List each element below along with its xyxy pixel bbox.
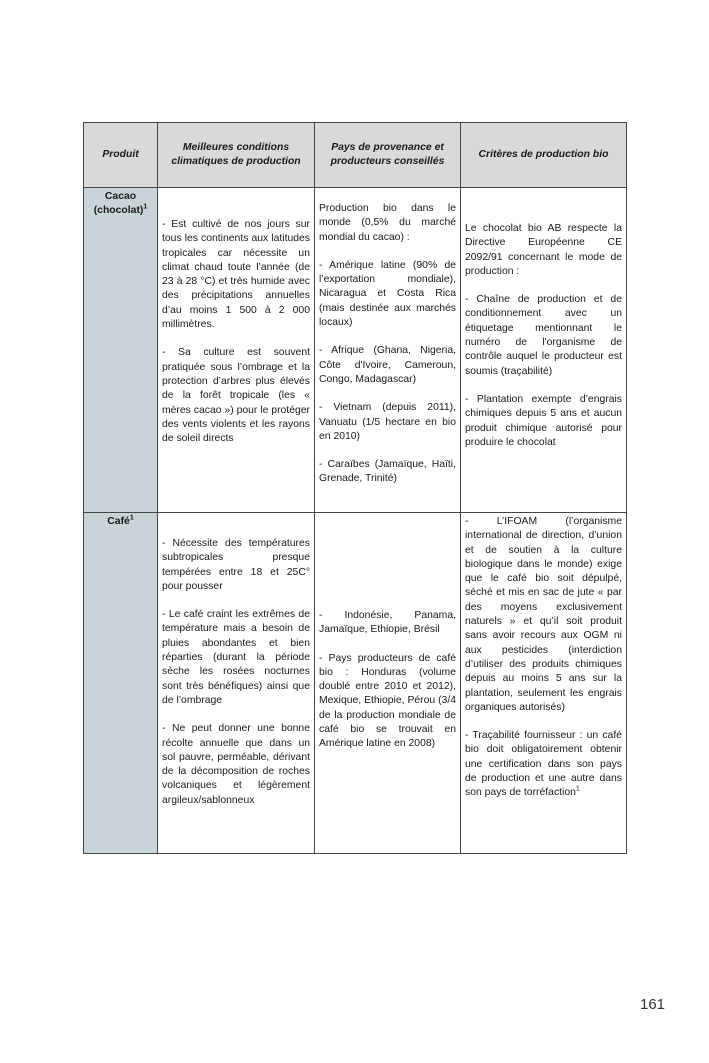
table-row-cacao (84, 188, 627, 513)
climate-cell-cafe (158, 513, 315, 854)
criteria-paragraph: - L’IFOAM (l’organisme international de direction, d’union et de soutien à la culture biologique dans le monde) exige que le café bio soit dépulpé, séché et mis en sac de jute « par des moyens exclusivement naturels » et qu’il soit produit sans avoir recours aux OGM ni aux pesticides (interdiction d’utiliser des produits chimiques depuis au moins 5 ans sur la plantation, seulement les engrais organiques autorisés) (465, 516, 622, 713)
origin-paragraph: - Caraïbes (Jamaïque, Haïti, Grenade, Trinité) (319, 459, 456, 485)
origin-cell-cacao (315, 188, 461, 513)
criteria-paragraph: - Plantation exempte d’engrais chimiques depuis 5 ans et aucun produit chimique autorisé pour produire le chocolat (465, 393, 622, 448)
origin-paragraph: - Amérique latine (90% de l’exportation mondiale), Nicaragua et Costa Rica (mais destinée aux marchés locaux) (319, 259, 456, 329)
table-header-row (84, 123, 627, 188)
origin-cell-cafe (315, 513, 461, 854)
page-number: 161 (640, 996, 666, 1013)
product-name-cacao: Cacao (chocolat) (93, 191, 144, 217)
header-produit: Produit (84, 123, 158, 188)
climate-paragraph: - Est cultivé de nos jours sur tous les continents aux latitudes tropicales car nécessite un climat chaud toute l’année (de 23 à 28 °C) et très humide avec des précipitations annuelles d’au moins 1 500 à 2 000 millimètres. (162, 219, 310, 331)
criteria-cell-cafe (461, 513, 627, 854)
footnote-marker: 1 (143, 203, 148, 211)
table-row-cafe (84, 513, 627, 854)
criteria-cell-cacao (461, 188, 627, 513)
climate-paragraph: - Nécessite des températures subtropicales presque tempérées entre 18 et 25C° pour pousser (162, 538, 310, 592)
origin-paragraph: - Pays producteurs de café bio : Honduras (volume doublé entre 2010 et 2012), Mexique, Ethiopie, Pérou (3/4 de la production mondiale de café bio se trouvait en Amérique latine en 2008) (319, 652, 456, 750)
origin-paragraph: - Vietnam (depuis 2011), Vanuatu (1/5 hectare en bio en 2010) (319, 402, 456, 442)
criteria-paragraph: - Chaîne de production et de conditionnement avec un étiquetage mentionnant le numéro de l'organisme de contrôle auquel le producteur est soumis (traçabilité) (465, 294, 622, 377)
product-cell-cacao (84, 188, 158, 513)
product-cell-cafe (84, 513, 158, 854)
criteria-text: - Traçabilité fournisseur : un café bio doit obligatoirement obtenir une certification dans son pays de production et une autre dans son pays de torréfaction (465, 730, 622, 799)
footnote-marker: 1 (129, 514, 134, 522)
climate-paragraph: - Sa culture est souvent pratiquée sous l’ombrage et la protection d’arbres plus élevés de la forêt tropicale (les « mères cacao ») pour le protéger des vents violents et les rayons de soleil directs (162, 347, 310, 445)
origin-paragraph: - Indonésie, Panama, Jamaïque, Ethiopie, Brésil (319, 610, 456, 636)
header-origin: Pays de provenance et producteurs conseillés (315, 123, 461, 188)
climate-paragraph: - Ne peut donner une bonne récolte annuelle que dans un sol pauvre, perméable, dérivant de la décomposition de roches volcaniques et légèrement argileux/sablonneux (162, 723, 310, 806)
climate-paragraph: - Le café craint les extrêmes de température mais a besoin de pluies abondantes et bien réparties (durant la période sèche les rosées nocturnes sont très bénéfiques) ainsi que de l’ombrage (162, 609, 310, 706)
climate-cell-cacao (158, 188, 315, 513)
product-name-cafe: Café (107, 516, 130, 527)
footnote-marker: 1 (575, 785, 580, 793)
criteria-paragraph: Le chocolat bio AB respecte la Directive Européenne CE 2092/91 concernant le mode de production : (465, 223, 622, 277)
header-climate: Meilleures conditions climatiques de production (158, 123, 315, 188)
header-criteria: Critères de production bio (461, 123, 627, 188)
criteria-paragraph (465, 729, 622, 800)
origin-paragraph: - Afrique (Ghana, Nigeria, Côte d'Ivoire, Cameroun, Congo, Madagascar) (319, 345, 456, 385)
origin-paragraph: Production bio dans le monde (0,5% du marché mondial du cacao) : (319, 203, 456, 243)
bio-criteria-table (83, 122, 627, 854)
